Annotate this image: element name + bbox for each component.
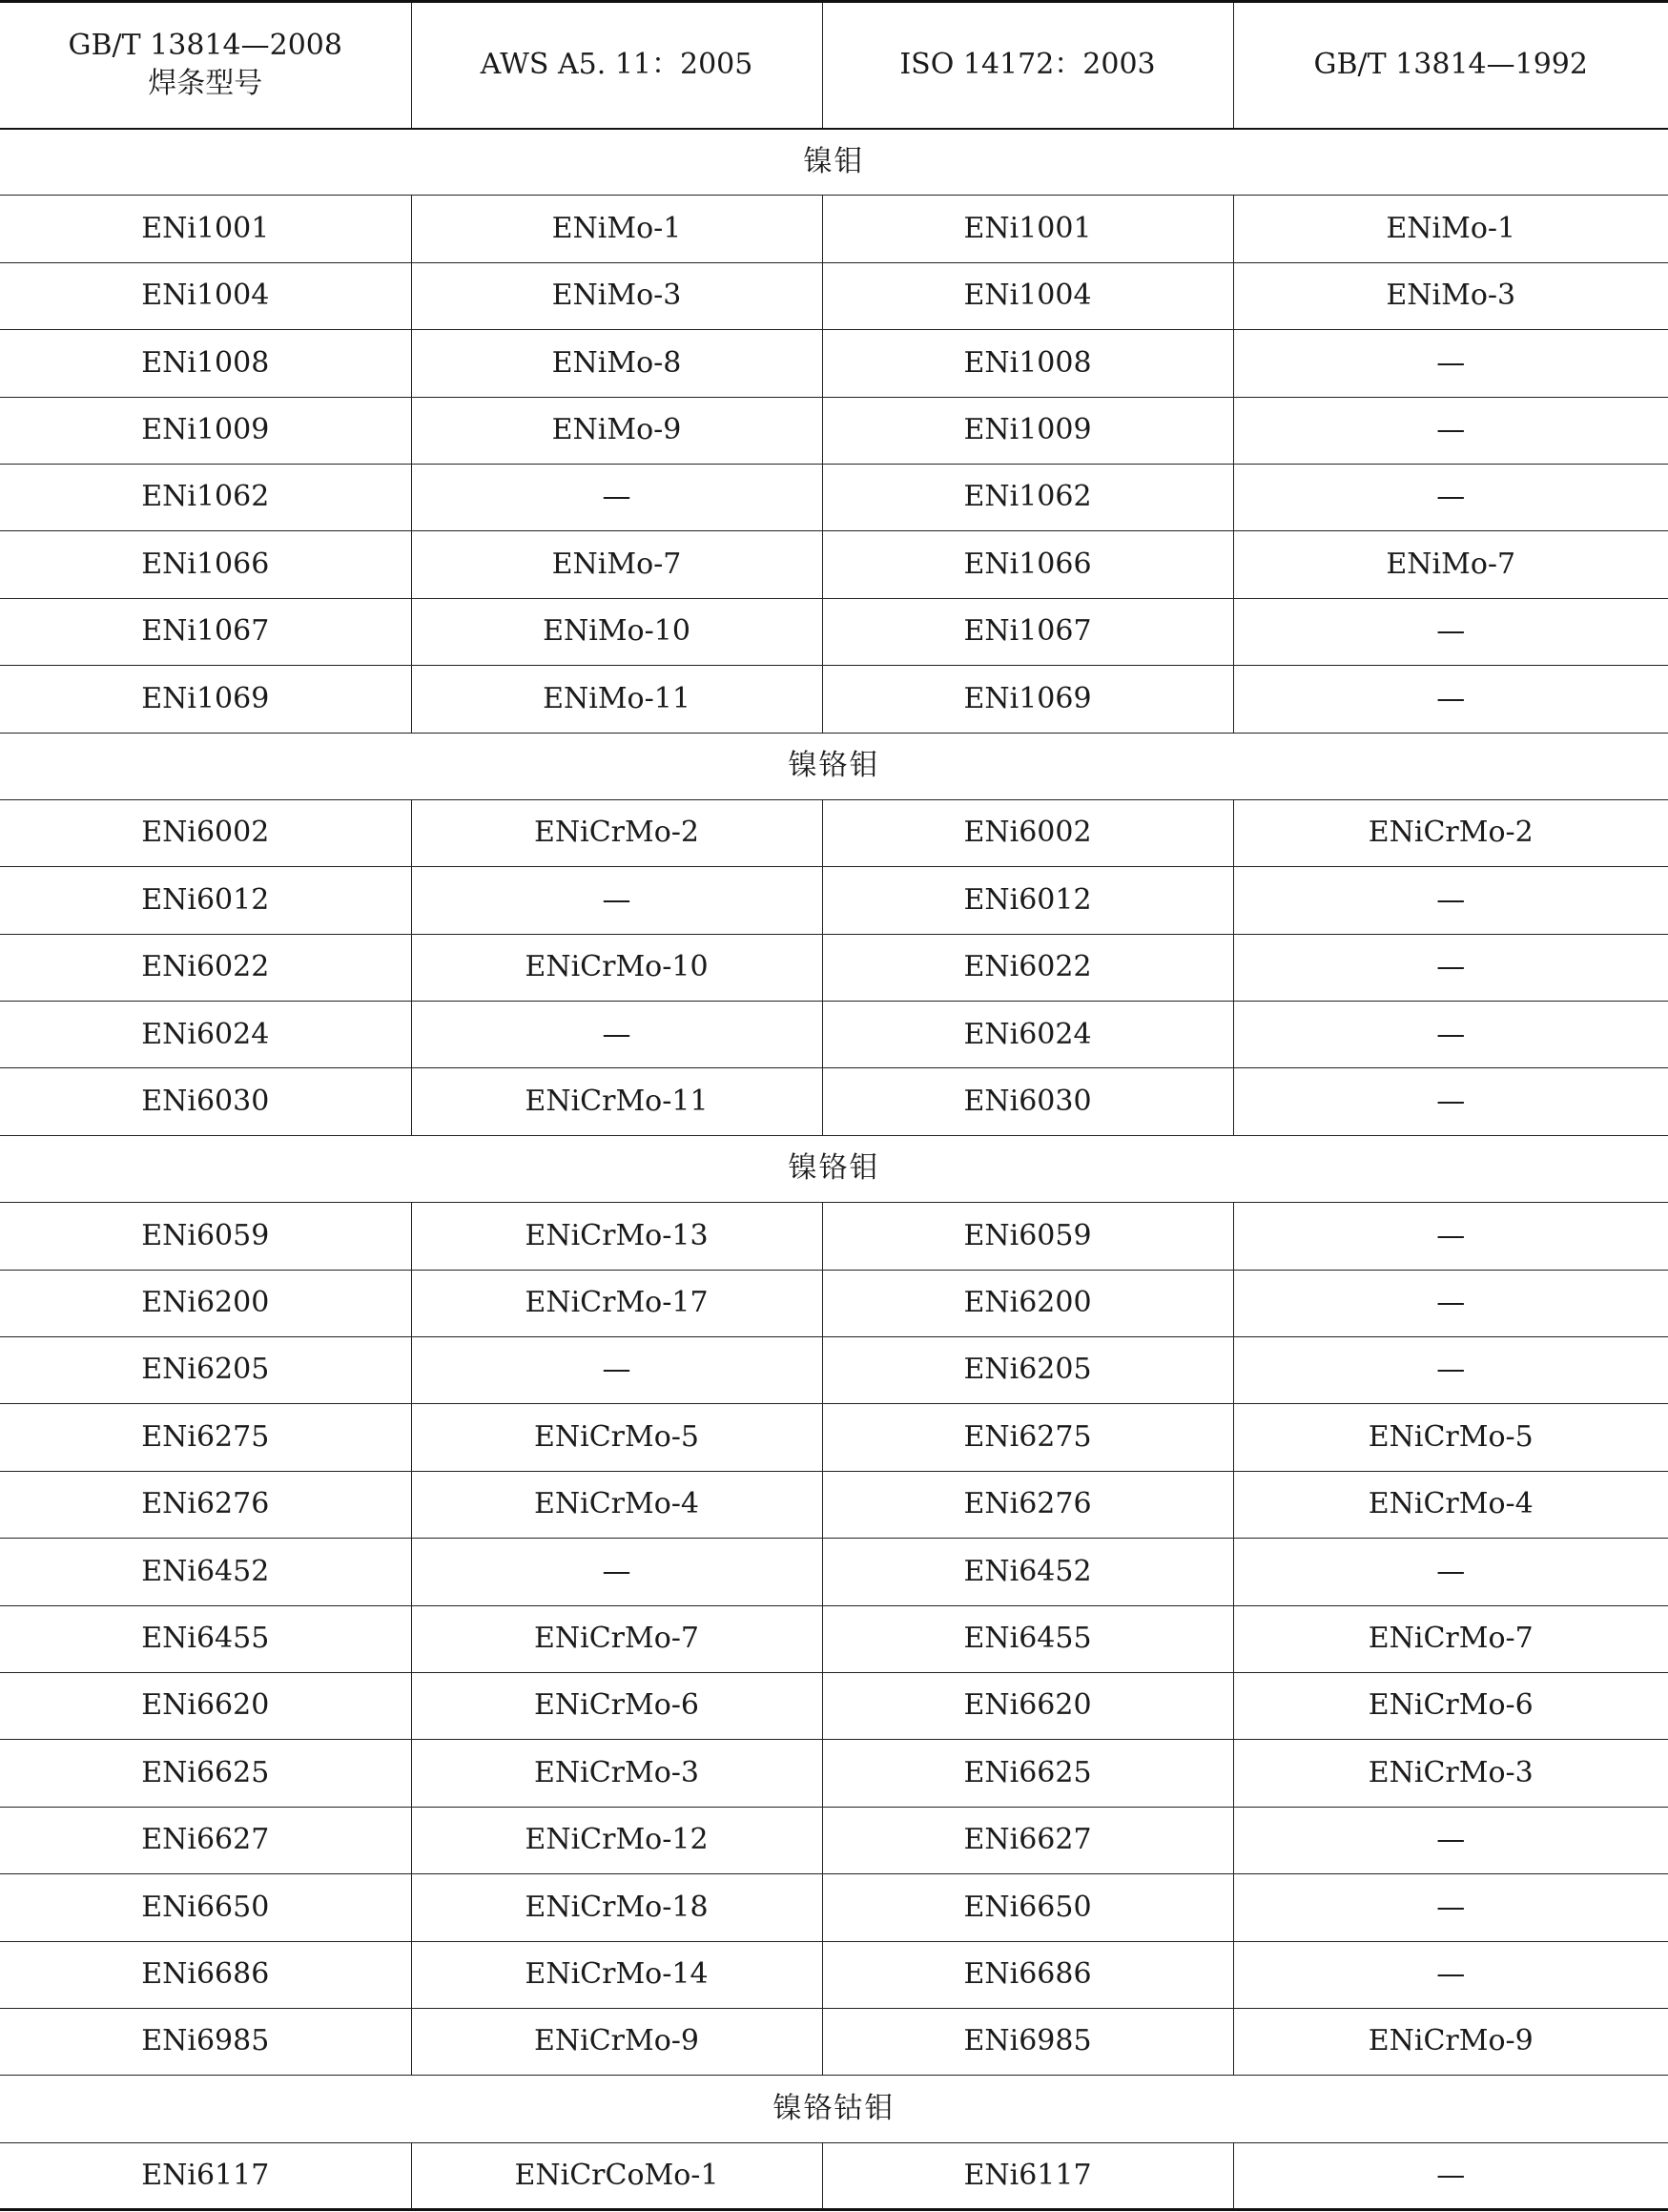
cell-iso: ENi6452 (822, 1539, 1233, 1605)
cell-gb1992: — (1233, 1270, 1668, 1336)
cell-gb1992: ENiCrMo-3 (1233, 1740, 1668, 1807)
cell-aws: — (411, 1539, 822, 1605)
cell-iso: ENi6686 (822, 1941, 1233, 2008)
cell-gb2008: ENi6620 (0, 1672, 411, 1739)
cell-aws: ENiCrMo-5 (411, 1404, 822, 1471)
cell-gb2008: ENi6059 (0, 1203, 411, 1270)
cell-aws: ENiMo-7 (411, 531, 822, 598)
cell-iso: ENi1004 (822, 262, 1233, 329)
cell-gb2008: ENi6002 (0, 799, 411, 866)
cell-iso: ENi6650 (822, 1874, 1233, 1941)
header-gb1992-label: GB/T 13814—1992 (1313, 48, 1588, 81)
table-row (0, 1740, 1668, 1807)
cell-aws: ENiMo-9 (411, 397, 822, 464)
cell-gb1992: — (1233, 666, 1668, 733)
cell-aws: — (411, 1337, 822, 1404)
table-row (0, 1471, 1668, 1538)
cell-iso: ENi1001 (822, 196, 1233, 262)
cell-aws: ENiCrMo-11 (411, 1068, 822, 1135)
cell-gb1992: ENiCrMo-2 (1233, 799, 1668, 866)
cell-gb1992: ENiCrMo-6 (1233, 1672, 1668, 1739)
cell-iso: ENi1069 (822, 666, 1233, 733)
header-iso (822, 2, 1233, 129)
cell-gb1992: — (1233, 598, 1668, 665)
cell-iso: ENi6276 (822, 1471, 1233, 1538)
cell-gb1992: — (1233, 397, 1668, 464)
section-header-row (0, 129, 1668, 196)
cell-iso: ENi6002 (822, 799, 1233, 866)
cell-gb2008: ENi6200 (0, 1270, 411, 1336)
cell-gb1992: ENiMo-3 (1233, 262, 1668, 329)
cell-gb2008: ENi6985 (0, 2008, 411, 2075)
section-title: 镍钼 (0, 129, 1668, 196)
header-gb2008-line2: 焊条型号 (148, 67, 263, 101)
table-row (0, 397, 1668, 464)
cell-aws: — (411, 867, 822, 934)
cell-gb1992: ENiCrMo-7 (1233, 1605, 1668, 1672)
cell-aws: ENiCrMo-3 (411, 1740, 822, 1807)
table-row (0, 1941, 1668, 2008)
table-row (0, 934, 1668, 1001)
cell-gb2008: ENi6024 (0, 1002, 411, 1068)
table-row (0, 1002, 1668, 1068)
cell-gb1992: — (1233, 1337, 1668, 1404)
cell-gb1992: — (1233, 934, 1668, 1001)
section-title: 镍铬钴钼 (0, 2076, 1668, 2142)
cell-iso: ENi6024 (822, 1002, 1233, 1068)
cell-gb1992: — (1233, 867, 1668, 934)
cell-gb2008: ENi1008 (0, 330, 411, 397)
table-row (0, 1672, 1668, 1739)
table-row (0, 1539, 1668, 1605)
table-row (0, 1337, 1668, 1404)
table-header (0, 2, 1668, 129)
cell-gb1992: — (1233, 1002, 1668, 1068)
cell-gb1992: — (1233, 2142, 1668, 2209)
cell-gb1992: — (1233, 1874, 1668, 1941)
header-gb1992 (1233, 2, 1668, 129)
cell-gb2008: ENi1004 (0, 262, 411, 329)
cell-iso: ENi1066 (822, 531, 1233, 598)
cell-aws: ENiCrMo-2 (411, 799, 822, 866)
cell-aws: ENiMo-3 (411, 262, 822, 329)
table-row (0, 262, 1668, 329)
table-row (0, 1068, 1668, 1135)
table-row (0, 330, 1668, 397)
cell-iso: ENi1008 (822, 330, 1233, 397)
cell-aws: — (411, 1002, 822, 1068)
cell-gb2008: ENi6625 (0, 1740, 411, 1807)
cell-gb1992: ENiCrMo-4 (1233, 1471, 1668, 1538)
cell-iso: ENi6117 (822, 2142, 1233, 2209)
cell-aws: ENiCrCoMo-1 (411, 2142, 822, 2209)
cell-aws: ENiCrMo-18 (411, 1874, 822, 1941)
section-title: 镍铬钼 (0, 733, 1668, 799)
table-body (0, 129, 1668, 2210)
cell-iso: ENi6455 (822, 1605, 1233, 1672)
header-iso-label: ISO 14172：2003 (899, 48, 1156, 81)
cell-iso: ENi1067 (822, 598, 1233, 665)
cell-aws: ENiMo-11 (411, 666, 822, 733)
cell-iso: ENi6275 (822, 1404, 1233, 1471)
cell-gb1992: — (1233, 1941, 1668, 2008)
cell-iso: ENi6200 (822, 1270, 1233, 1336)
cell-gb1992: ENiMo-1 (1233, 196, 1668, 262)
cell-gb2008: ENi1009 (0, 397, 411, 464)
cell-gb2008: ENi6650 (0, 1874, 411, 1941)
cell-iso: ENi6625 (822, 1740, 1233, 1807)
cell-gb2008: ENi6030 (0, 1068, 411, 1135)
table-row (0, 1874, 1668, 1941)
cell-iso: ENi6627 (822, 1807, 1233, 1873)
cell-aws: ENiCrMo-12 (411, 1807, 822, 1873)
cell-gb1992: — (1233, 1068, 1668, 1135)
cell-gb1992: ENiMo-7 (1233, 531, 1668, 598)
cell-gb1992: — (1233, 1203, 1668, 1270)
cell-iso: ENi6022 (822, 934, 1233, 1001)
cell-gb1992: ENiCrMo-5 (1233, 1404, 1668, 1471)
header-row (0, 2, 1668, 129)
cell-iso: ENi6012 (822, 867, 1233, 934)
header-gb2008-line1: GB/T 13814—2008 (68, 28, 342, 62)
cell-gb2008: ENi1069 (0, 666, 411, 733)
cell-aws: — (411, 464, 822, 530)
cell-gb2008: ENi6686 (0, 1941, 411, 2008)
cell-aws: ENiCrMo-17 (411, 1270, 822, 1336)
cell-gb1992: ENiCrMo-9 (1233, 2008, 1668, 2075)
cell-aws: ENiCrMo-13 (411, 1203, 822, 1270)
header-aws-label: AWS A5. 11：2005 (480, 48, 753, 81)
table-row (0, 1203, 1668, 1270)
cell-aws: ENiMo-1 (411, 196, 822, 262)
header-gb2008 (0, 2, 411, 129)
table-row (0, 464, 1668, 530)
cell-iso: ENi6620 (822, 1672, 1233, 1739)
cell-gb2008: ENi6627 (0, 1807, 411, 1873)
table-row (0, 196, 1668, 262)
cell-gb2008: ENi6276 (0, 1471, 411, 1538)
cell-aws: ENiCrMo-6 (411, 1672, 822, 1739)
cell-gb2008: ENi1062 (0, 464, 411, 530)
cell-gb2008: ENi6452 (0, 1539, 411, 1605)
cell-aws: ENiMo-8 (411, 330, 822, 397)
cell-gb1992: — (1233, 464, 1668, 530)
header-aws (411, 2, 822, 129)
cell-gb2008: ENi1066 (0, 531, 411, 598)
cell-gb2008: ENi6117 (0, 2142, 411, 2209)
table-row (0, 598, 1668, 665)
section-title: 镍铬钼 (0, 1135, 1668, 1202)
cell-iso: ENi1009 (822, 397, 1233, 464)
table-row (0, 867, 1668, 934)
cell-iso: ENi6030 (822, 1068, 1233, 1135)
cell-iso: ENi6985 (822, 2008, 1233, 2075)
cell-iso: ENi6059 (822, 1203, 1233, 1270)
section-header-row (0, 733, 1668, 799)
cell-aws: ENiCrMo-14 (411, 1941, 822, 2008)
cell-gb2008: ENi6275 (0, 1404, 411, 1471)
table-row (0, 2008, 1668, 2075)
cell-gb2008: ENi6012 (0, 867, 411, 934)
cell-gb1992: — (1233, 1807, 1668, 1873)
cell-gb2008: ENi6022 (0, 934, 411, 1001)
cell-aws: ENiCrMo-10 (411, 934, 822, 1001)
table-row (0, 799, 1668, 866)
cell-aws: ENiCrMo-7 (411, 1605, 822, 1672)
table-row (0, 666, 1668, 733)
cell-aws: ENiCrMo-9 (411, 2008, 822, 2075)
table-row (0, 1404, 1668, 1471)
cell-gb2008: ENi1067 (0, 598, 411, 665)
cell-aws: ENiCrMo-4 (411, 1471, 822, 1538)
table-row (0, 531, 1668, 598)
section-header-row (0, 1135, 1668, 1202)
cell-gb2008: ENi6455 (0, 1605, 411, 1672)
cell-gb2008: ENi6205 (0, 1337, 411, 1404)
cell-iso: ENi1062 (822, 464, 1233, 530)
table-row (0, 1605, 1668, 1672)
cell-gb1992: — (1233, 1539, 1668, 1605)
cell-aws: ENiMo-10 (411, 598, 822, 665)
table-row (0, 1270, 1668, 1336)
table-row (0, 2142, 1668, 2209)
table-row (0, 1807, 1668, 1873)
cell-gb2008: ENi1001 (0, 196, 411, 262)
cell-gb1992: — (1233, 330, 1668, 397)
cell-iso: ENi6205 (822, 1337, 1233, 1404)
section-header-row (0, 2076, 1668, 2142)
